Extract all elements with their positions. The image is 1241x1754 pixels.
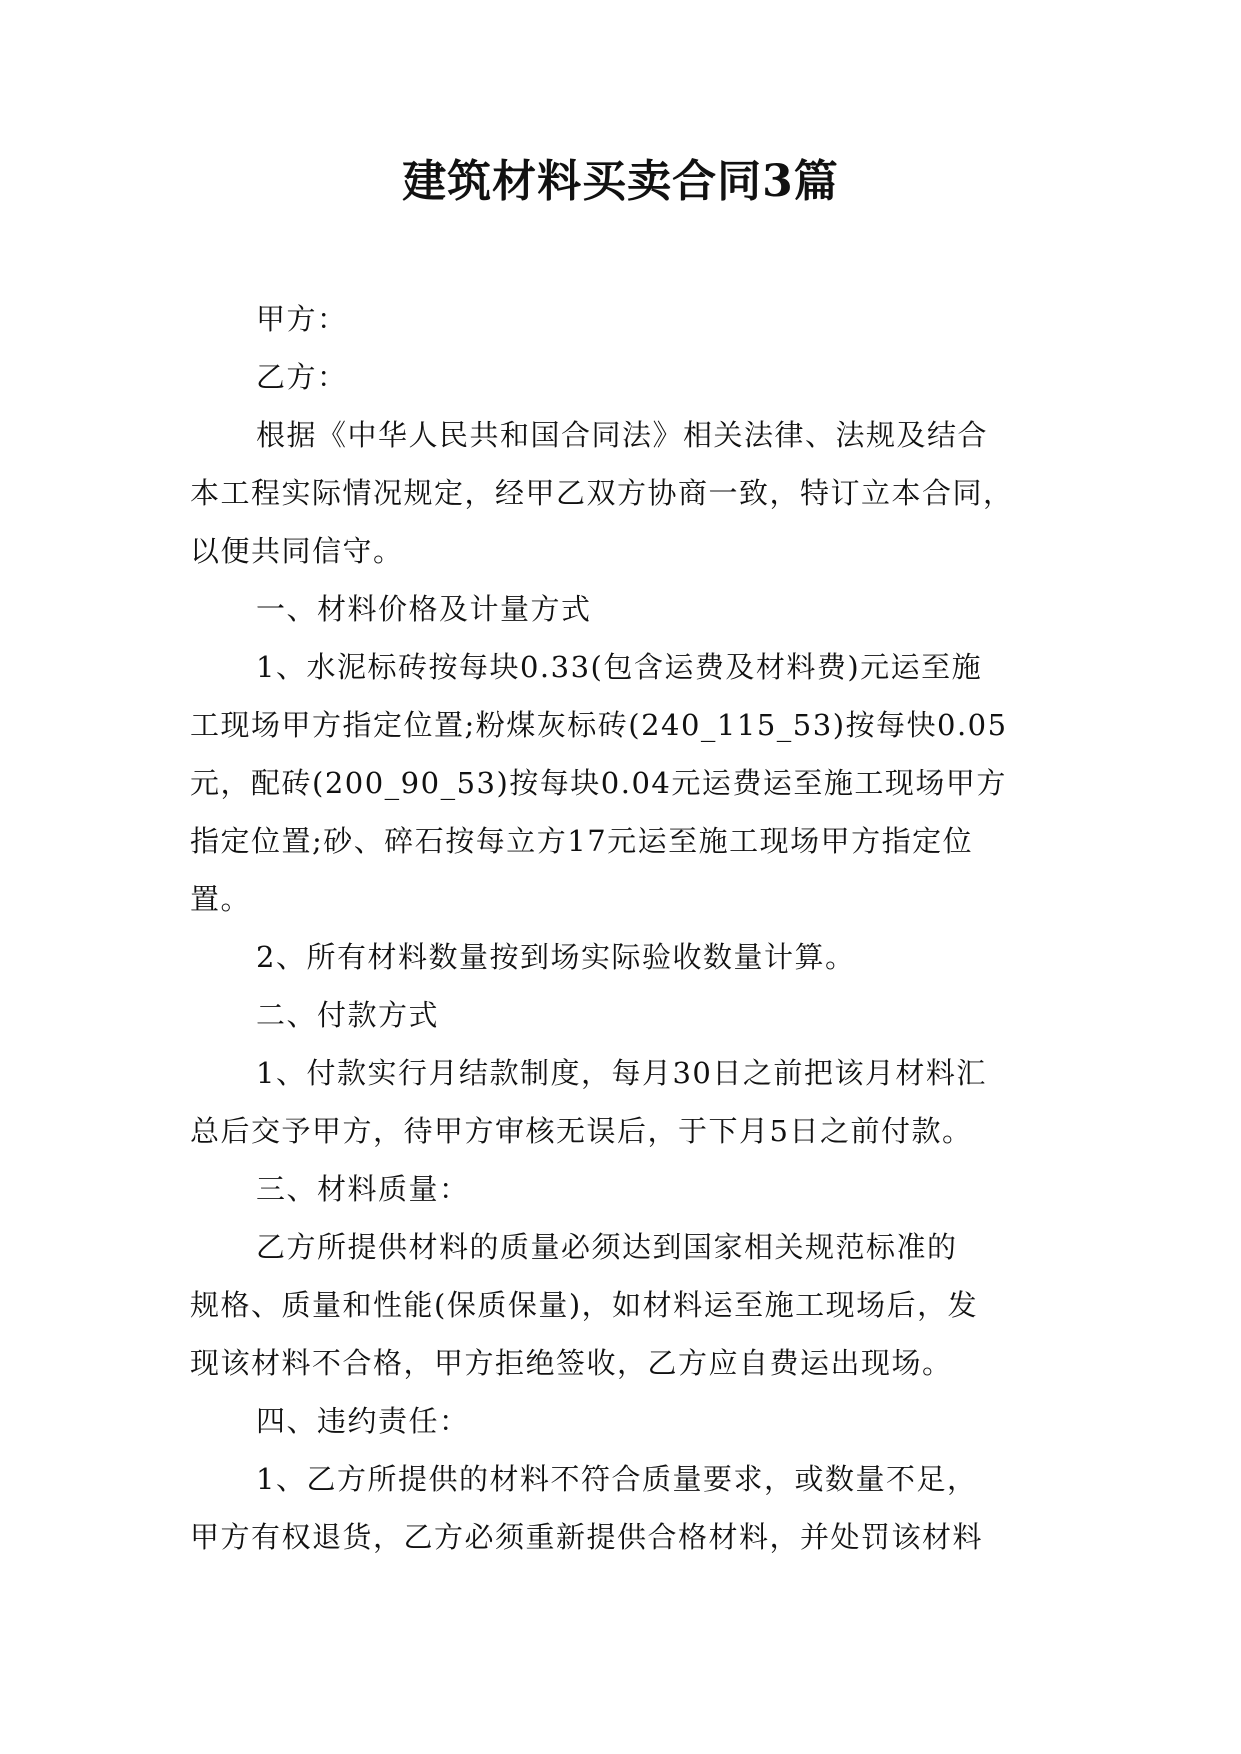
document-body [190,290,1050,1566]
document-title: 建筑材料买卖合同3篇 [402,156,839,207]
quality-line-2: 规格、质量和性能(保质保量)，如材料运至施工现场后，发 [190,1288,979,1322]
section-heading-2: 二、付款方式 [256,998,440,1032]
party-b-line: 乙方： [256,360,348,394]
party-a-line: 甲方： [256,302,348,336]
clause-4-1-line-2: 甲方有权退货，乙方必须重新提供合格材料，并处罚该材料 [190,1520,984,1554]
clause-1-2: 2、所有材料数量按到场实际验收数量计算。 [256,940,856,974]
clause-1-1-line-2: 工现场甲方指定位置;粉煤灰标砖(240_115_53)按每快0.05 [190,708,1008,742]
preamble-line-1: 根据《中华人民共和国合同法》相关法律、法规及结合 [256,418,989,452]
clause-2-1-line-1: 1、付款实行月结款制度，每月30日之前把该月材料汇 [256,1056,987,1090]
clause-1-1-line-1: 1、水泥标砖按每块0.33(包含运费及材料费)元运至施 [256,650,983,684]
quality-line-1: 乙方所提供材料的质量必须达到国家相关规范标准的 [256,1230,958,1264]
clause-1-1-line-5: 置。 [190,882,252,916]
clause-4-1-line-1: 1、乙方所提供的材料不符合质量要求，或数量不足， [256,1462,978,1496]
clause-1-1-line-4: 指定位置;砂、碎石按每立方17元运至施工现场甲方指定位 [190,824,974,858]
preamble-line-2: 本工程实际情况规定，经甲乙双方协商一致，特订立本合同， [190,476,1014,510]
preamble-line-3: 以便共同信守。 [190,534,404,568]
clause-1-1-line-3: 元，配砖(200_90_53)按每块0.04元运费运至施工现场甲方 [190,766,1007,800]
clause-2-1-line-2: 总后交予甲方，待甲方审核无误后，于下月5日之前付款。 [190,1114,973,1148]
section-heading-3: 三、材料质量： [256,1172,470,1206]
quality-line-3: 现该材料不合格，甲方拒绝签收，乙方应自费运出现场。 [190,1346,953,1380]
section-heading-1: 一、材料价格及计量方式 [256,592,592,626]
section-heading-4: 四、违约责任： [256,1404,470,1438]
